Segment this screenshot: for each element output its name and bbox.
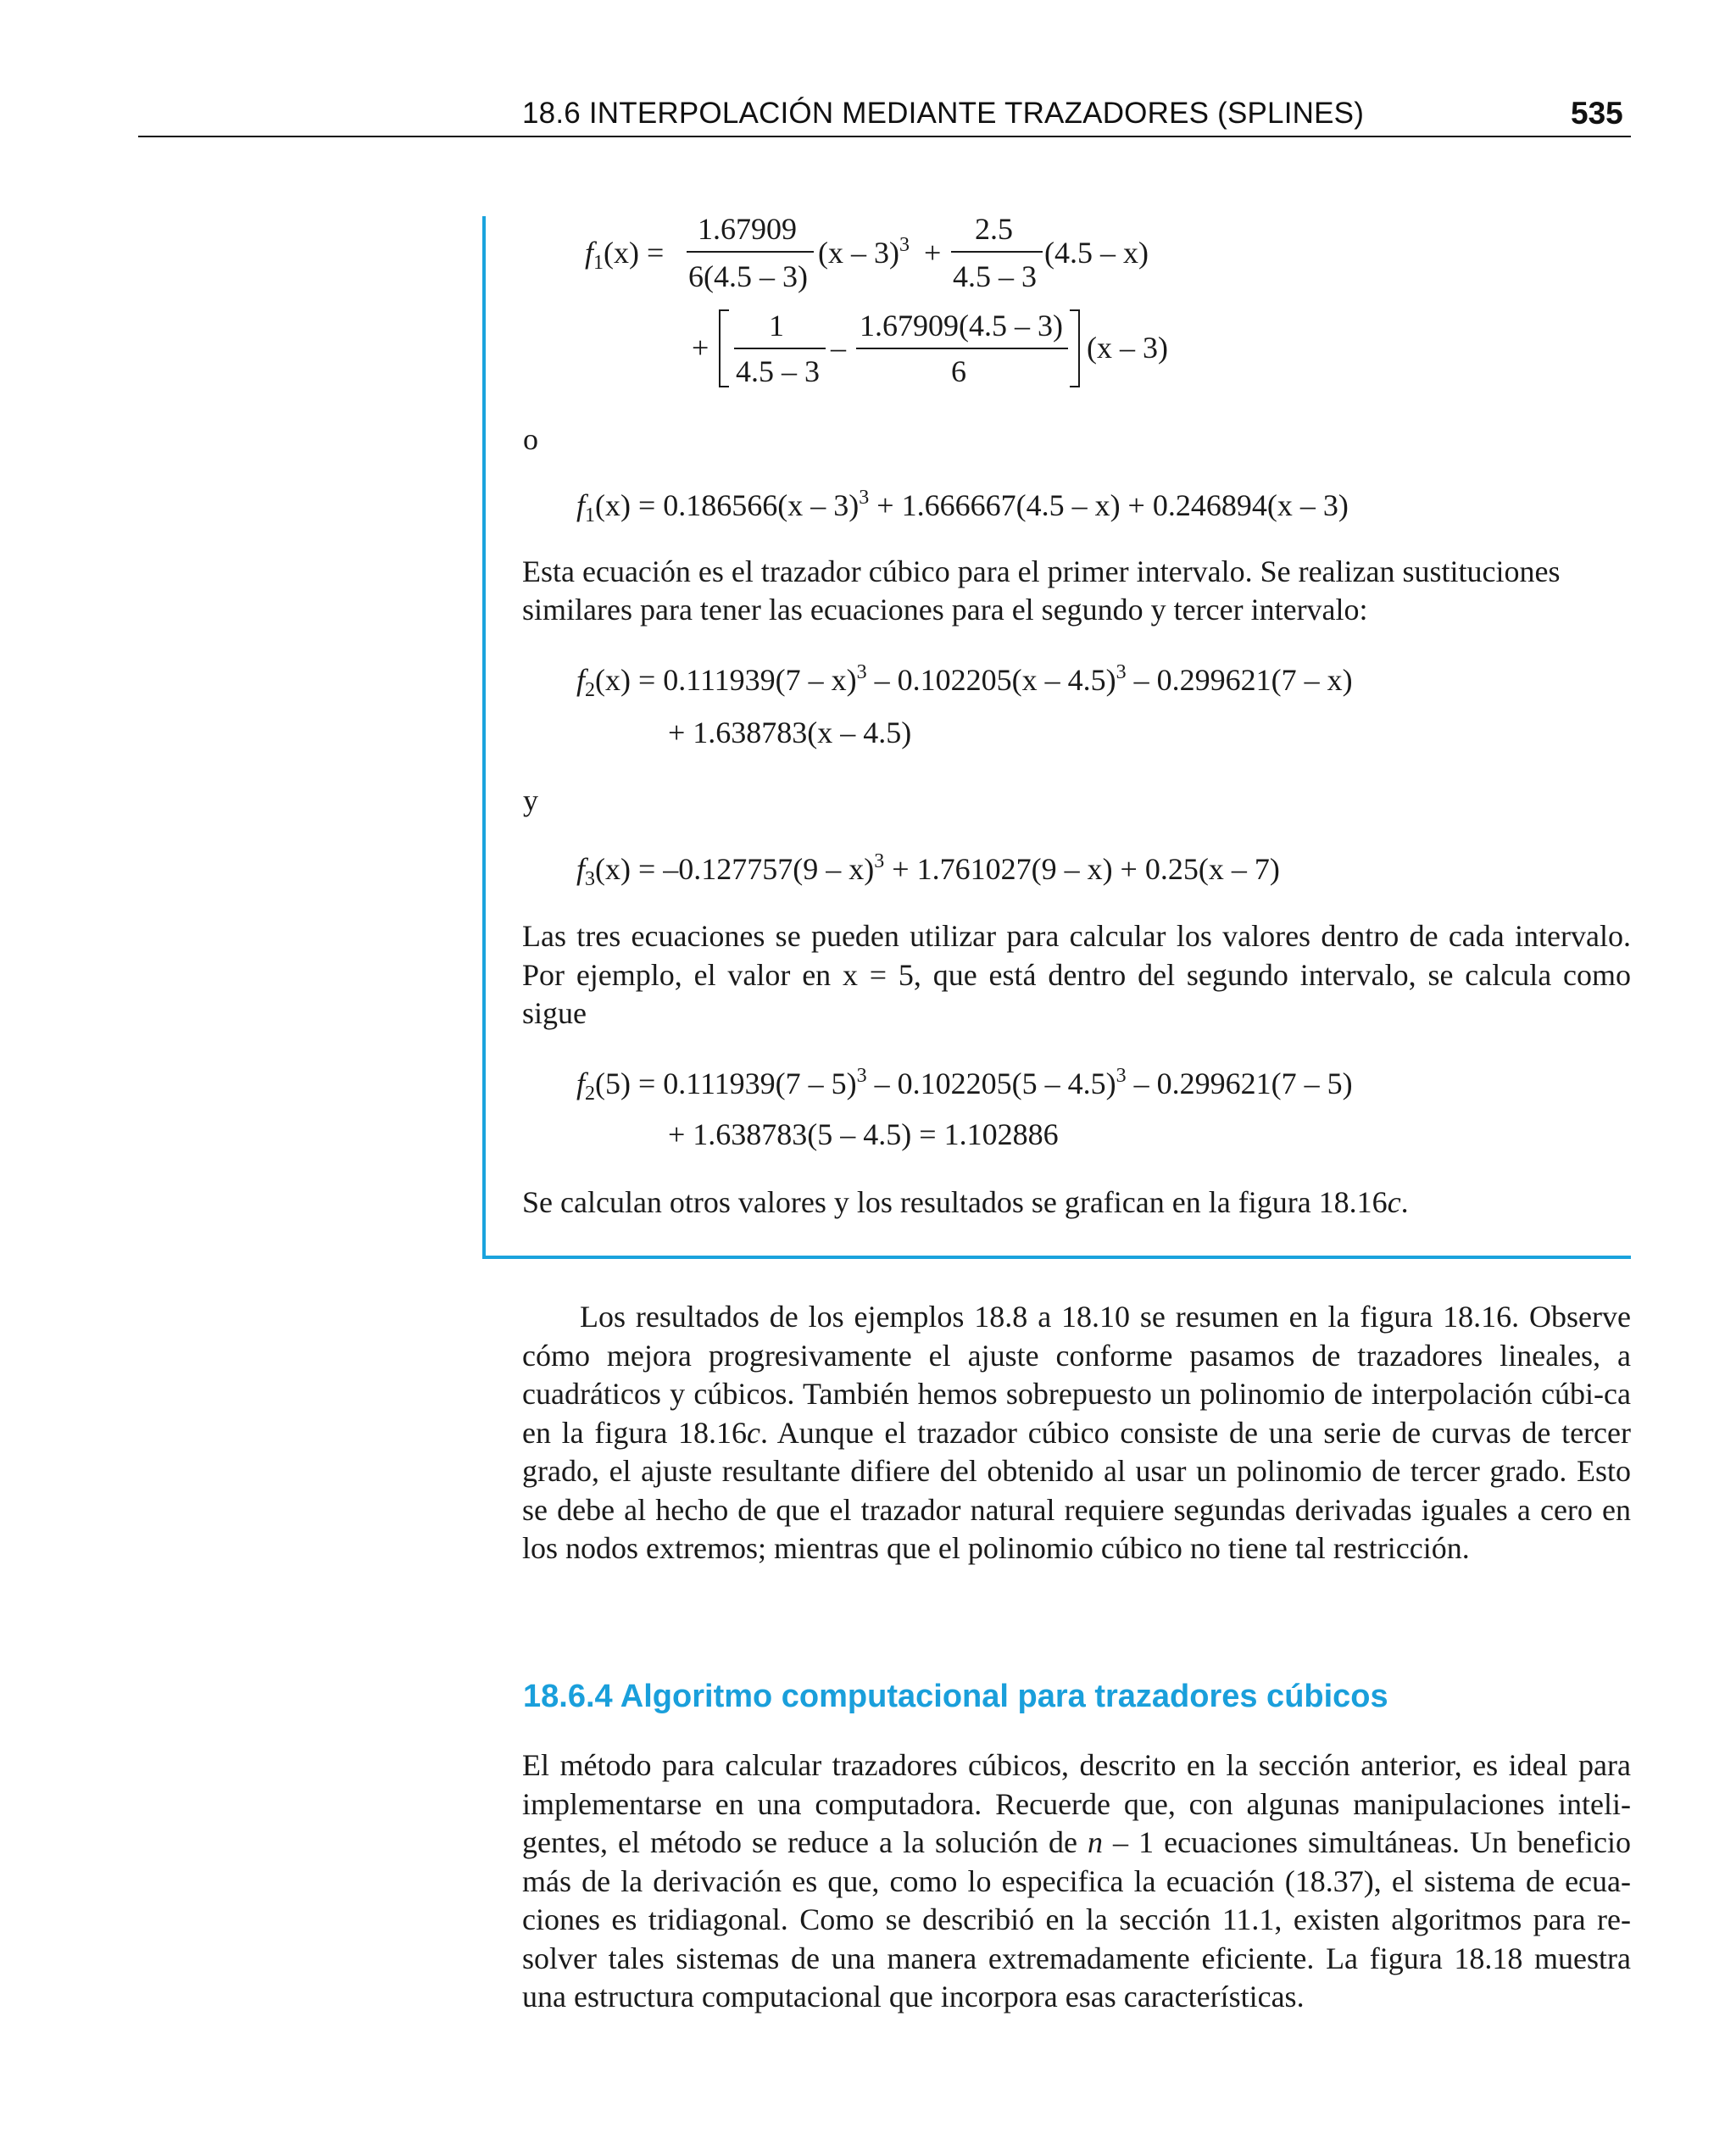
eq1-frac4-denominator: 6: [951, 354, 966, 388]
running-header-title: 18.6 INTERPOLACIÓN MEDIANTE TRAZADORES (SPLINES): [522, 97, 1365, 130]
eq1-frac1-denominator: 6(4.5 – 3): [688, 259, 808, 293]
eq1-frac1-bar: [687, 251, 814, 253]
eq1-term1: (x – 3)$^3$: [818, 234, 910, 270]
eq1-lhs: $f_1(x)$ =: [585, 236, 665, 274]
eq1-left-bracket: [719, 309, 729, 387]
eq1-plus2: +: [692, 331, 709, 365]
eq1-minus: –: [831, 331, 846, 365]
eq1-frac3-bar: [734, 348, 826, 349]
eq1-frac3-numerator: 1: [769, 309, 784, 343]
eq1-frac2-denominator: 4.5 – 3: [953, 259, 1037, 293]
example-text-line1: Esta ecuación es el trazador cúbico para el primer intervalo. Se realizan sustituciones: [522, 554, 1561, 588]
body-paragraph-1: Los resultados de los ejemplos 18.8 a 18.10 se resumen en la figura 18.16. Observe cómo mejora progresivamente el ajuste conforme pasamos de trazadores lineales, a cuadráticos y cúbicos. También hemos sobrepuesto un polinomio de interpolación cúbi-ca en la figura 18.16c. Aunque el trazador cúbico consiste de una serie de curvas de tercer grado, el ajuste resultante difiere del obtenido al usar un polinomio de tercer grado. Esto se debe al hecho de que el trazador natural requiere segundas derivadas iguales a cero en los nodos extremos; mientras que el polinomio cúbico no tiene tal restricción.: [522, 1300, 1631, 1565]
example-closing-text: Se calculan otros valores y los resultados se grafican en la figura 18.16c.: [522, 1185, 1409, 1219]
connector-y: y: [523, 783, 538, 817]
eq1-frac1-numerator: 1.67909: [698, 212, 797, 246]
eq1-frac3-denominator: 4.5 – 3: [736, 354, 820, 388]
eq1-term3: (x – 3): [1087, 331, 1168, 365]
body-paragraph-2: El método para calcular trazadores cúbicos, descrito en la sección anterior, es ideal para implementarse en una computadora. Recuerde que, con algunas manipulaciones inteli-gentes, el método se reduce a la solución de n – 1 ecuaciones simultáneas. Un beneficio más de la derivación es que, como lo especifica la ecuación (18.37), el sistema de ecua-ciones es tridiagonal. Como se describió en la sección 11.1, existen algoritmos para re-solver tales sistemas de una manera extremadamente eficiente. La figura 18.18 muestra una estructura computacional que incorpora esas características.: [522, 1748, 1631, 2014]
equation-f3: $f_3(x) = -0.127757(9 - x)^3 + 1.761027(9 - x) + 0.25(x - 7)$: [576, 850, 1280, 890]
section-heading: 18.6.4 Algoritmo computacional para trazadores cúbicos: [523, 1679, 1388, 1714]
example-text-evaluation: Las tres ecuaciones se pueden utilizar para calcular los valores dentro de cada intervalo. Por ejemplo, el valor en x = 5, que está dentro del segundo intervalo, se calcula como sigue: [522, 919, 1631, 1030]
connector-o: o: [523, 422, 538, 456]
equation-f1-expanded: $f_1(x) = 0.186566(x - 3)^3 + 1.666667(4.5 - x) + 0.246894(x - 3)$: [576, 487, 1349, 526]
equation-f2-at-5-line1: $f_2(5) = 0.111939(7 - 5)^3 - 0.102205(5 - 4.5)^3 - 0.299621(7 - 5)$: [576, 1065, 1353, 1105]
eq1-frac2-bar: [951, 251, 1043, 253]
equation-f2-line2: + 1.638783(x – 4.5): [668, 716, 912, 749]
equation-f2-line1: $f_2(x) = 0.111939(7 - x)^3 - 0.102205(x - 4.5)^3 - 0.299621(7 - x)$: [576, 661, 1353, 701]
eq1-frac4-bar: [856, 348, 1068, 349]
eq1-frac2-numerator: 2.5: [975, 212, 1013, 246]
example-box-left-rule: [482, 216, 486, 1259]
header-rule: [138, 136, 1631, 137]
eq1-plus: +: [924, 236, 942, 270]
eq1-frac4-numerator: 1.67909(4.5 – 3): [860, 309, 1063, 343]
eq1-term2: (4.5 – x): [1044, 236, 1149, 270]
eq1-right-bracket: [1070, 309, 1080, 387]
example-text-line2: similares para tener las ecuaciones para el segundo y tercer intervalo:: [522, 593, 1368, 627]
page-number: 535: [1571, 96, 1623, 131]
equation-f2-at-5-line2: + 1.638783(5 – 4.5) = 1.102886: [668, 1117, 1059, 1151]
example-box-bottom-rule: [482, 1256, 1631, 1259]
